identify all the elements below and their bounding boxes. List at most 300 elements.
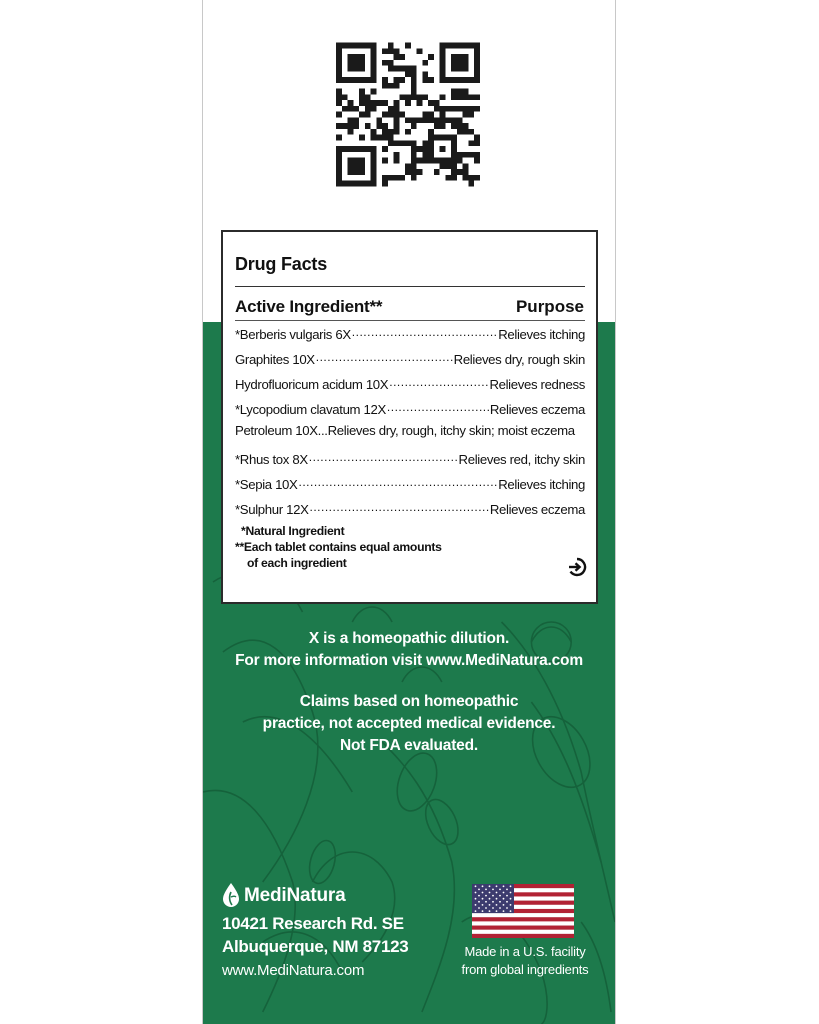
flag-star	[492, 901, 494, 903]
qr-module	[359, 66, 365, 72]
qr-module	[457, 117, 463, 123]
qr-module	[463, 175, 469, 181]
qr-module	[468, 181, 474, 187]
flag-star	[475, 904, 477, 906]
qr-module	[365, 77, 371, 83]
flag-star	[482, 892, 484, 894]
qr-module	[411, 77, 417, 83]
qr-module	[348, 169, 354, 175]
qr-module	[445, 158, 451, 164]
qr-module	[457, 123, 463, 129]
qr-module	[394, 112, 400, 118]
leaf-drop-icon	[222, 882, 240, 908]
brand-name: MediNatura	[244, 885, 346, 906]
address-city: Albuquerque, NM 87123	[222, 937, 409, 956]
qr-module	[428, 100, 434, 106]
dot-leader	[316, 348, 453, 364]
dilution-note: X is a homeopathic dilution.	[308, 630, 510, 647]
qr-module	[417, 169, 423, 175]
qr-module	[353, 43, 359, 49]
qr-module	[394, 48, 400, 54]
qr-module	[394, 129, 400, 135]
qr-module	[468, 152, 474, 158]
qr-module	[451, 66, 457, 72]
qr-module	[440, 158, 446, 164]
qr-module	[457, 89, 463, 95]
qr-module	[474, 54, 480, 60]
qr-module	[463, 169, 469, 175]
qr-module	[474, 43, 480, 49]
qr-module	[388, 112, 394, 118]
qr-module	[342, 94, 348, 100]
ingredient-purpose: Relieves dry, rough skin	[453, 352, 585, 367]
qr-module	[353, 54, 359, 60]
flag-star	[510, 885, 512, 887]
qr-module	[348, 66, 354, 72]
qr-module	[440, 94, 446, 100]
qr-module	[336, 43, 342, 49]
qr-module	[463, 152, 469, 158]
qr-module	[451, 89, 457, 95]
qr-module	[371, 129, 377, 135]
qr-module	[411, 123, 417, 129]
flag-star	[489, 898, 491, 900]
qr-module	[371, 175, 377, 181]
qr-module	[457, 60, 463, 66]
arrow-right-circle-icon[interactable]	[567, 557, 587, 577]
qr-module	[353, 117, 359, 123]
qr-module	[422, 146, 428, 152]
flag-star	[482, 898, 484, 900]
us-flag-icon	[472, 884, 574, 938]
qr-module	[399, 54, 405, 60]
purpose-header: Purpose	[515, 297, 584, 316]
qr-module	[365, 106, 371, 112]
qr-module	[342, 43, 348, 49]
flag-star	[496, 904, 498, 906]
qr-module	[474, 77, 480, 83]
qr-module	[451, 140, 457, 146]
qr-module	[336, 71, 342, 77]
qr-module	[468, 140, 474, 146]
qr-module	[457, 94, 463, 100]
qr-module	[468, 129, 474, 135]
qr-module	[348, 117, 354, 123]
qr-module	[336, 112, 342, 118]
flag-star	[489, 892, 491, 894]
qr-module	[434, 158, 440, 164]
qr-module	[445, 77, 451, 83]
qr-module	[440, 77, 446, 83]
flag-star	[485, 907, 487, 909]
qr-module	[336, 54, 342, 60]
qr-module	[371, 48, 377, 54]
flag-star	[492, 889, 494, 891]
qr-module	[394, 152, 400, 158]
qr-module	[365, 146, 371, 152]
qr-module	[428, 146, 434, 152]
qr-module	[365, 112, 371, 118]
qr-module	[353, 158, 359, 164]
flag-star	[475, 885, 477, 887]
ingredient-row	[235, 473, 585, 493]
flag-star	[510, 904, 512, 906]
qr-module	[474, 94, 480, 100]
qr-module	[371, 89, 377, 95]
qr-module	[405, 100, 411, 106]
qr-module	[342, 146, 348, 152]
qr-module	[399, 77, 405, 83]
qr-module	[468, 94, 474, 100]
qr-module	[359, 169, 365, 175]
qr-module	[394, 77, 400, 83]
qr-module	[348, 123, 354, 129]
qr-module	[371, 152, 377, 158]
qr-module	[422, 60, 428, 66]
qr-module	[394, 140, 400, 146]
qr-module	[348, 158, 354, 164]
qr-module	[371, 100, 377, 106]
qr-module	[417, 117, 423, 123]
qr-module	[336, 163, 342, 169]
qr-module	[440, 66, 446, 72]
qr-module	[365, 181, 371, 187]
qr-module	[457, 106, 463, 112]
qr-module	[376, 117, 382, 123]
qr-module	[394, 158, 400, 164]
qr-module	[382, 77, 388, 83]
qr-module	[422, 152, 428, 158]
ingredient-name: *Lycopodium clavatum 12X	[235, 402, 386, 417]
qr-module	[371, 158, 377, 164]
qr-module	[348, 77, 354, 83]
flag-star	[503, 892, 505, 894]
flag-stripe	[472, 926, 574, 930]
qr-module	[336, 77, 342, 83]
ingredient-purpose: Relieves red, itchy skin	[458, 452, 585, 467]
qr-module	[394, 123, 400, 129]
qr-module	[463, 163, 469, 169]
drug-facts-title: Drug Facts	[235, 254, 328, 274]
qr-module	[468, 43, 474, 49]
qr-module	[422, 77, 428, 83]
drug-facts-box	[221, 230, 598, 604]
qr-module	[336, 123, 342, 129]
dot-leader	[310, 498, 489, 514]
flag-star	[489, 904, 491, 906]
qr-module	[376, 135, 382, 141]
claims-line-2: practice, not accepted medical evidence.	[262, 715, 556, 732]
qr-module	[451, 60, 457, 66]
qr-module	[451, 169, 457, 175]
qr-module	[371, 60, 377, 66]
qr-module	[463, 106, 469, 112]
qr-module	[336, 152, 342, 158]
ingredient-purpose: Relieves eczema	[489, 402, 585, 417]
qr-module	[474, 71, 480, 77]
qr-module	[399, 66, 405, 72]
flag-star	[503, 904, 505, 906]
qr-module	[348, 43, 354, 49]
qr-module	[359, 163, 365, 169]
qr-module	[394, 66, 400, 72]
qr-module	[342, 106, 348, 112]
flag-star	[492, 895, 494, 897]
ingredient-row	[235, 448, 585, 468]
qr-module	[457, 66, 463, 72]
qr-code[interactable]	[336, 41, 480, 188]
flag-star	[478, 889, 480, 891]
qr-module	[365, 43, 371, 49]
flag-star	[482, 885, 484, 887]
qr-module	[348, 100, 354, 106]
flag-star	[478, 901, 480, 903]
qr-module	[428, 152, 434, 158]
qr-module	[463, 60, 469, 66]
qr-module	[348, 146, 354, 152]
qr-module	[422, 71, 428, 77]
ingredient-purpose: Relieves eczema	[489, 502, 585, 517]
flag-star	[503, 910, 505, 912]
qr-module	[411, 71, 417, 77]
flag-star	[506, 901, 508, 903]
qr-module	[468, 112, 474, 118]
qr-module	[348, 106, 354, 112]
qr-module	[451, 54, 457, 60]
qr-module	[445, 135, 451, 141]
qr-module	[411, 94, 417, 100]
qr-module	[405, 163, 411, 169]
qr-module	[411, 163, 417, 169]
qr-module	[451, 77, 457, 83]
qr-module	[411, 140, 417, 146]
qr-module	[411, 89, 417, 95]
qr-module	[440, 112, 446, 118]
flag-star	[492, 907, 494, 909]
qr-module	[457, 129, 463, 135]
qr-module	[399, 94, 405, 100]
flag-star	[506, 895, 508, 897]
qr-module	[463, 129, 469, 135]
flag-star	[482, 910, 484, 912]
qr-module	[382, 175, 388, 181]
qr-module	[411, 83, 417, 89]
ingredient-purpose: Relieves itching	[498, 327, 585, 342]
qr-module	[336, 100, 342, 106]
ingredient-purpose: Relieves dry, rough, itchy skin; moist eczema	[327, 423, 575, 438]
qr-module	[440, 163, 446, 169]
qr-module	[359, 89, 365, 95]
qr-module	[434, 117, 440, 123]
qr-module	[434, 106, 440, 112]
qr-module	[336, 135, 342, 141]
qr-module	[382, 158, 388, 164]
flag-star	[496, 885, 498, 887]
qr-module	[428, 158, 434, 164]
qr-module	[359, 43, 365, 49]
flag-stripe	[472, 930, 574, 934]
more-info-line: For more information visit www.MediNatura.com	[235, 652, 583, 669]
qr-module	[388, 83, 394, 89]
qr-module	[359, 181, 365, 187]
qr-module	[405, 169, 411, 175]
flag-star	[485, 901, 487, 903]
qr-module	[359, 77, 365, 83]
qr-module	[336, 94, 342, 100]
flag-star	[499, 895, 501, 897]
qr-module	[348, 54, 354, 60]
claims-line-3: Not FDA evaluated.	[340, 737, 478, 754]
qr-module	[474, 66, 480, 72]
qr-module	[434, 123, 440, 129]
qr-module	[474, 135, 480, 141]
made-in-us-line-2: from global ingredients	[461, 962, 589, 977]
qr-module	[336, 169, 342, 175]
divider	[235, 286, 585, 287]
qr-module	[348, 163, 354, 169]
qr-module	[342, 181, 348, 187]
flag-star	[478, 907, 480, 909]
dot-leader	[387, 398, 489, 414]
qr-module	[445, 43, 451, 49]
qr-module	[445, 175, 451, 181]
qr-module	[422, 112, 428, 118]
footnote-natural: *Natural Ingredient	[241, 524, 345, 538]
qr-module	[388, 43, 394, 49]
ingredient-row	[235, 423, 585, 443]
qr-module	[428, 135, 434, 141]
qr-module	[422, 158, 428, 164]
qr-module	[417, 48, 423, 54]
qr-module	[451, 43, 457, 49]
qr-module	[359, 146, 365, 152]
qr-module	[382, 146, 388, 152]
qr-module	[428, 129, 434, 135]
qr-module	[359, 158, 365, 164]
qr-module	[451, 94, 457, 100]
flag-star	[510, 892, 512, 894]
qr-module	[388, 60, 394, 66]
qr-module	[474, 152, 480, 158]
dot-leader	[389, 373, 488, 389]
flag-star	[489, 910, 491, 912]
qr-module	[353, 66, 359, 72]
qr-module	[388, 66, 394, 72]
qr-module	[417, 158, 423, 164]
qr-module	[342, 123, 348, 129]
qr-module	[411, 169, 417, 175]
qr-module	[394, 106, 400, 112]
qr-module	[365, 123, 371, 129]
ingredient-name: Hydrofluoricum acidum 10X	[235, 377, 389, 392]
flag-star	[475, 892, 477, 894]
flag-star	[499, 901, 501, 903]
qr-module	[411, 158, 417, 164]
ingredient-row	[235, 373, 585, 393]
qr-module	[359, 135, 365, 141]
qr-module	[371, 106, 377, 112]
flag-star	[489, 885, 491, 887]
qr-module	[399, 175, 405, 181]
qr-module	[457, 54, 463, 60]
qr-module	[428, 54, 434, 60]
qr-module	[376, 123, 382, 129]
qr-module	[336, 146, 342, 152]
qr-module	[428, 77, 434, 83]
qr-module	[371, 146, 377, 152]
qr-module	[371, 163, 377, 169]
qr-module	[411, 117, 417, 123]
qr-module	[463, 123, 469, 129]
qr-module	[353, 60, 359, 66]
qr-module	[474, 106, 480, 112]
qr-module	[422, 117, 428, 123]
qr-module	[451, 152, 457, 158]
qr-module	[440, 106, 446, 112]
company-website[interactable]: www.MediNatura.com	[222, 962, 365, 979]
qr-module	[405, 66, 411, 72]
qr-module	[463, 77, 469, 83]
claims-line-1: Claims based on homeopathic	[299, 693, 519, 710]
qr-module	[359, 94, 365, 100]
ingredient-row	[235, 498, 585, 518]
qr-module	[457, 152, 463, 158]
qr-module	[382, 135, 388, 141]
qr-module	[451, 158, 457, 164]
qr-module	[440, 71, 446, 77]
qr-module	[405, 140, 411, 146]
qr-module	[388, 140, 394, 146]
qr-module	[474, 60, 480, 66]
qr-module	[422, 94, 428, 100]
qr-module	[440, 48, 446, 54]
qr-module	[440, 54, 446, 60]
qr-module	[359, 100, 365, 106]
qr-module	[405, 71, 411, 77]
qr-module	[457, 158, 463, 164]
qr-module	[336, 158, 342, 164]
qr-module	[388, 129, 394, 135]
qr-module	[353, 123, 359, 129]
ingredient-row	[235, 398, 585, 418]
qr-module	[474, 175, 480, 181]
flag-star	[510, 898, 512, 900]
ingredient-name: Graphites 10X	[235, 352, 315, 367]
qr-module	[463, 43, 469, 49]
qr-module	[405, 117, 411, 123]
qr-module	[440, 123, 446, 129]
qr-module	[336, 66, 342, 72]
qr-module	[457, 43, 463, 49]
qr-module	[348, 60, 354, 66]
qr-module	[371, 169, 377, 175]
qr-module	[359, 112, 365, 118]
flag-star	[475, 910, 477, 912]
qr-module	[445, 106, 451, 112]
qr-module	[371, 71, 377, 77]
qr-module	[411, 152, 417, 158]
qr-module	[474, 140, 480, 146]
qr-module	[388, 135, 394, 141]
qr-module	[371, 135, 377, 141]
footnote-each-ingredient: of each ingredient	[247, 556, 347, 570]
qr-module	[336, 60, 342, 66]
qr-module	[417, 94, 423, 100]
qr-module	[388, 48, 394, 54]
qr-module	[468, 77, 474, 83]
ingredient-name: *Sepia 10X	[235, 477, 298, 492]
flag-star	[506, 889, 508, 891]
